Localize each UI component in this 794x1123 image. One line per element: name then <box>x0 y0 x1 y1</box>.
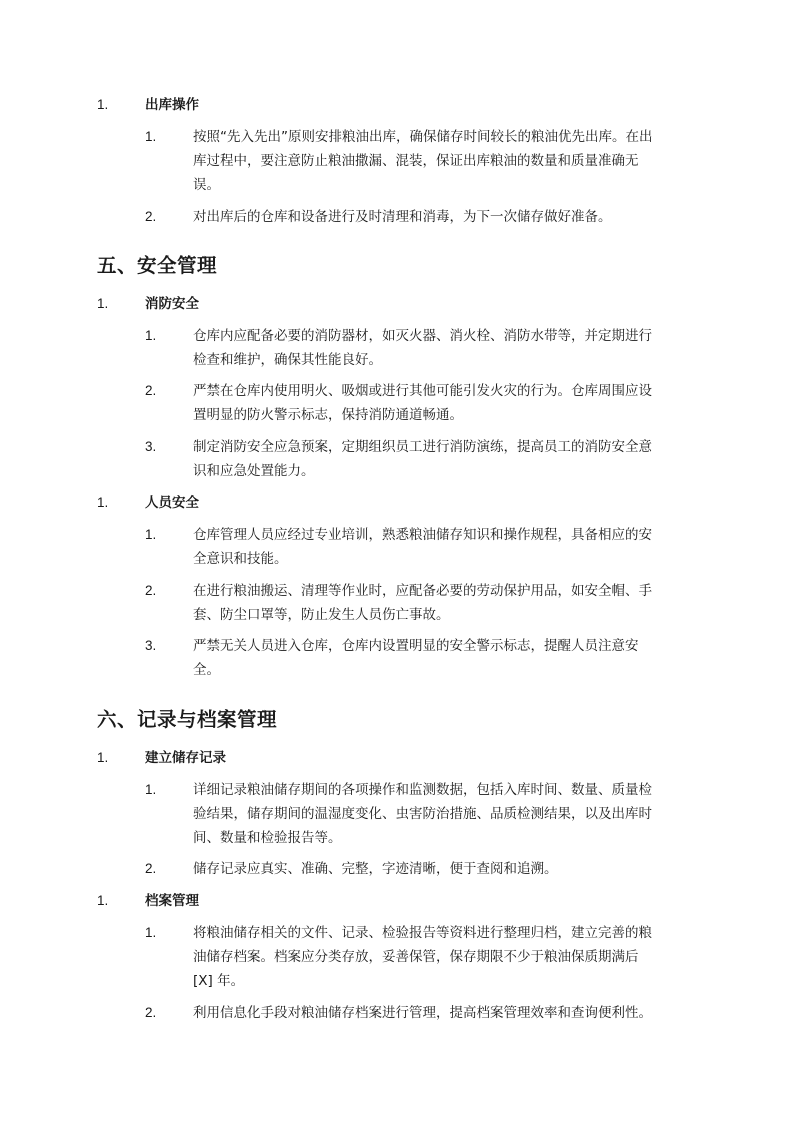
list-heading <box>97 747 697 769</box>
list-heading-title: 建立储存记录 <box>145 750 226 766</box>
list-heading <box>97 890 697 912</box>
list-number: 2. <box>145 209 157 224</box>
list-item-text: 储存记录应真实、准确、完整，字迹清晰，便于查阅和追溯。 <box>193 861 558 877</box>
list-number: 2. <box>145 1005 157 1020</box>
list-number: 3. <box>145 638 157 653</box>
list-item-text: 详细记录粮油储存期间的各项操作和监测数据，包括入库时间、数量、质量检 验结果，储存期间的温湿度变化、虫害防治措施、品质检测结果，以及出库时 间、数量和检验报告等。 <box>193 782 652 846</box>
list-heading <box>97 492 697 514</box>
list-number: 1. <box>97 495 109 510</box>
list-number: 1. <box>97 893 109 908</box>
list-number: 1. <box>97 750 109 765</box>
list-item-text: 利用信息化手段对粮油储存档案进行管理，提高档案管理效率和查询便利性。 <box>193 1005 652 1021</box>
list-heading-title: 档案管理 <box>145 893 199 909</box>
list-item-text: 将粮油储存相关的文件、记录、检验报告等资料进行整理归档，建立完善的粮 油储存档案。档案应分类存放，妥善保管，保存期限不少于粮油保质期满后 [X] 年。 <box>193 925 652 989</box>
list-number: 3. <box>145 439 157 454</box>
list-number: 1. <box>145 129 157 144</box>
list-heading <box>97 94 697 116</box>
list-heading-title: 出库操作 <box>145 97 199 113</box>
section-heading: 五、安全管理 <box>97 254 218 277</box>
list-item-text: 在进行粮油搬运、清理等作业时，应配备必要的劳动保护用品，如安全帽、手 套、防尘口罩等，防止发生人员伤亡事故。 <box>193 583 652 623</box>
list-heading-title: 人员安全 <box>145 495 199 511</box>
list-number: 2. <box>145 383 157 398</box>
list-number: 2. <box>145 861 157 876</box>
list-item-text: 按照“先入先出”原则安排粮油出库，确保储存时间较长的粮油优先出库。在出 库过程中，要注意防止粮油撒漏、混装，保证出库粮油的数量和质量准确无 误。 <box>193 129 653 193</box>
list-item-text: 严禁无关人员进入仓库，仓库内设置明显的安全警示标志，提醒人员注意安 全。 <box>193 638 639 678</box>
list-number: 1. <box>97 97 109 112</box>
list-item-text: 严禁在仓库内使用明火、吸烟或进行其他可能引发火灾的行为。仓库周围应设 置明显的防火警示标志，保持消防通道畅通。 <box>193 383 652 423</box>
list-item-text: 仓库管理人员应经过专业培训，熟悉粮油储存知识和操作规程，具备相应的安 全意识和技能。 <box>193 527 652 567</box>
list-number: 1. <box>97 296 109 311</box>
list-number: 1. <box>145 328 157 343</box>
list-item-text: 对出库后的仓库和设备进行及时清理和消毒，为下一次储存做好准备。 <box>193 209 612 225</box>
list-number: 1. <box>145 527 157 542</box>
list-number: 1. <box>145 782 157 797</box>
list-heading <box>97 293 697 315</box>
list-item-text: 制定消防安全应急预案，定期组织员工进行消防演练，提高员工的消防安全意 识和应急处置能力。 <box>193 439 652 479</box>
list-number: 2. <box>145 583 157 598</box>
list-item-text: 仓库内应配备必要的消防器材，如灭火器、消火栓、消防水带等，并定期进行 检查和维护，确保其性能良好。 <box>193 328 652 368</box>
list-heading-title: 消防安全 <box>145 296 199 312</box>
section-heading: 六、记录与档案管理 <box>97 708 278 731</box>
list-number: 1. <box>145 925 157 940</box>
